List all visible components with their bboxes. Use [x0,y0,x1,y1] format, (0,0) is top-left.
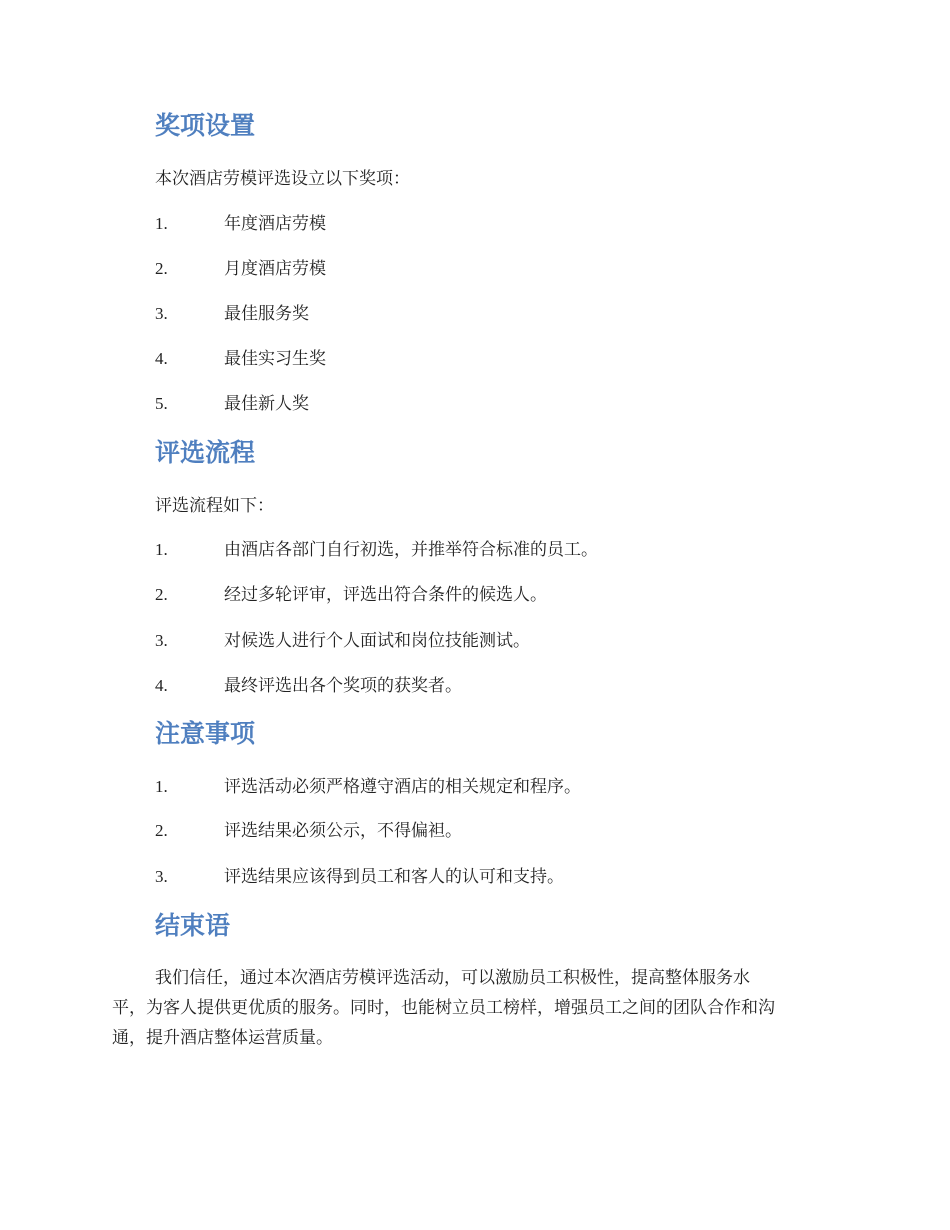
paragraph-line: 通，提升酒店整体运营质量。 [112,1028,333,1048]
list-number: 5. [155,394,168,413]
list-number: 1. [155,214,168,233]
list-number: 2. [155,259,168,278]
list-text: 评选活动必须严格遵守酒店的相关规定和程序。 [224,777,581,797]
section-heading-notes: 注意事项 [155,719,256,748]
list-number: 1. [155,777,168,796]
list-text: 最佳新人奖 [224,394,309,414]
section-intro-process: 评选流程如下： [155,496,274,516]
list-number: 2. [155,821,168,840]
list-text: 经过多轮评审，评选出符合条件的候选人。 [224,585,547,605]
list-text: 对候选人进行个人面试和岗位技能测试。 [224,631,530,651]
section-heading-process: 评选流程 [155,438,256,467]
list-text: 最佳服务奖 [224,304,309,324]
list-text: 最佳实习生奖 [224,349,326,369]
paragraph-line: 我们信任，通过本次酒店劳模评选活动，可以激励员工积极性，提高整体服务水 [155,968,750,988]
list-text: 年度酒店劳模 [224,214,326,234]
list-number: 3. [155,631,168,650]
list-text: 评选结果必须公示，不得偏袒。 [224,821,462,841]
list-number: 3. [155,867,168,886]
list-number: 2. [155,585,168,604]
list-number: 1. [155,540,168,559]
section-intro-awards: 本次酒店劳模评选设立以下奖项： [155,169,410,189]
list-number: 3. [155,304,168,323]
conclusion-paragraph [112,963,842,1053]
list-text: 由酒店各部门自行初选，并推举符合标准的员工。 [224,540,598,560]
list-number: 4. [155,349,168,368]
paragraph-line: 平，为客人提供更优质的服务。同时，也能树立员工榜样，增强员工之间的团队合作和沟 [112,998,775,1018]
section-heading-conclusion: 结束语 [155,911,231,940]
list-text: 评选结果应该得到员工和客人的认可和支持。 [224,867,564,887]
list-number: 4. [155,676,168,695]
list-text: 最终评选出各个奖项的获奖者。 [224,676,462,696]
list-text: 月度酒店劳模 [224,259,326,279]
section-heading-awards: 奖项设置 [155,111,256,140]
